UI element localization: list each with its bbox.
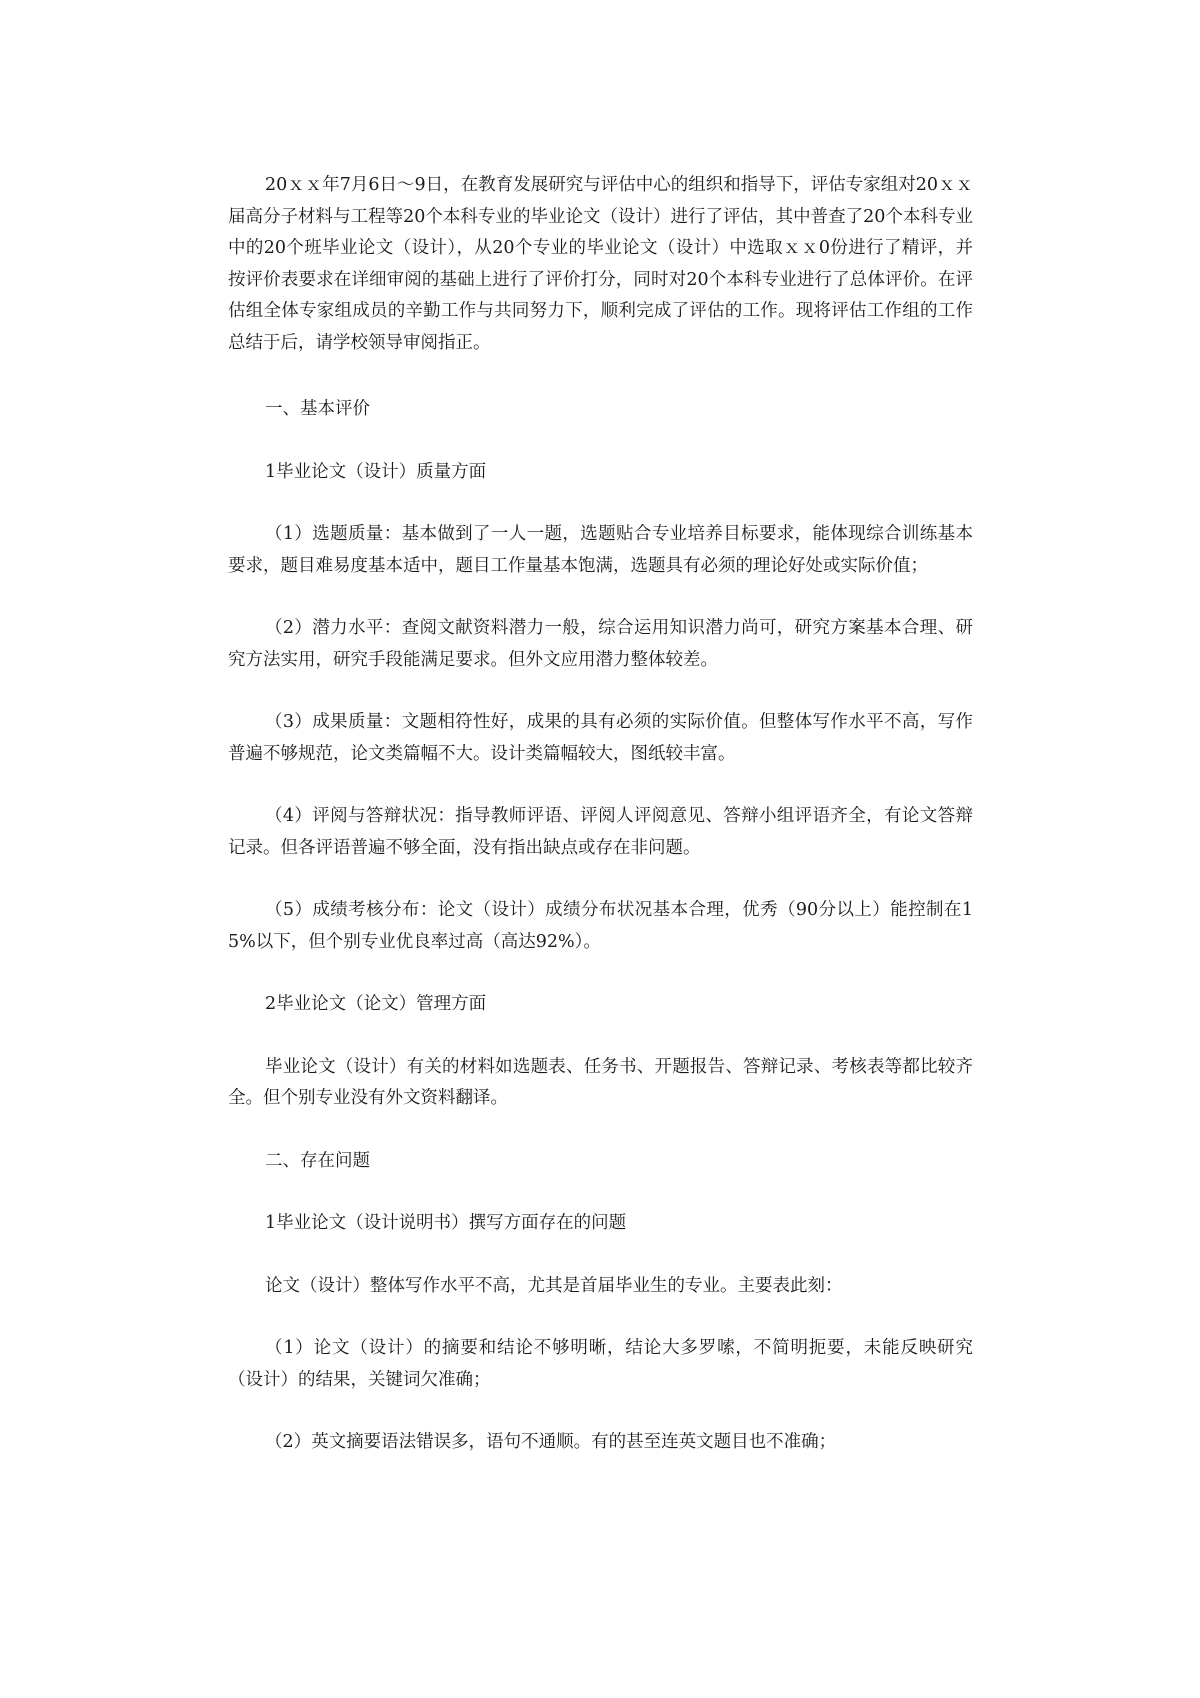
paragraph-abstract-issues: （1）论文（设计）的摘要和结论不够明晰，结论大多罗嗦，不简明扼要，未能反映研究（设计）的结果，关键词欠准确； [228,1338,973,1390]
paragraph-topic-quality: （1）选题质量：基本做到了一人一题，选题贴合专业培养目标要求，能体现综合训练基本要求，题目难易度基本适中，题目工作量基本饱满，选题具有必须的理论好处或实际价值； [228,524,973,576]
subsection-heading-quality: 1毕业论文（设计）质量方面 [265,461,487,482]
section-heading-problems: 二、存在问题 [265,1150,370,1171]
paragraph-result-quality: （3）成果质量：文题相符性好，成果的具有必须的实际价值。但整体写作水平不高，写作普遍不够规范，论文类篇幅不大。设计类篇幅较大，图纸较丰富。 [228,712,973,764]
paragraph-materials: 毕业论文（设计）有关的材料如选题表、任务书、开题报告、答辩记录、考核表等都比较齐全。但个别专业没有外文资料翻译。 [228,1056,973,1108]
paragraph-writing-level: 论文（设计）整体写作水平不高，尤其是首届毕业生的专业。主要表此刻： [265,1275,843,1296]
paragraph-ability-level: （2）潜力水平：查阅文献资料潜力一般，综合运用知识潜力尚可，研究方案基本合理、研究方法实用，研究手段能满足要求。但外文应用潜力整体较差。 [228,618,973,670]
intro-paragraph: 20ｘｘ年7月6日～9日，在教育发展研究与评估中心的组织和指导下，评估专家组对20ｘｘ届高分子材料与工程等20个本科专业的毕业论文（设计）进行了评估，其中普查了20个本科专业中的20个班毕业论文（设计），从20个专业的毕业论文（设计）中选取ｘｘ0份进行了精评，并按评价表要求在详细审阅的基础上进行了评价打分，同时对20个本科专业进行了总体评价。在评估组全体专家组成员的辛勤工作与共同努力下，顺利完成了评估的工作。现将评估工作组的工作总结于后，请学校领导审阅指正。 [228,175,973,353]
document-body [228,170,973,1459]
paragraph-review-defense: （4）评阅与答辩状况：指导教师评语、评阅人评阅意见、答辩小组评语齐全，有论文答辩记录。但各评语普遍不够全面，没有指出缺点或存在非问题。 [228,806,973,858]
subsection-heading-writing-problems: 1毕业论文（设计说明书）撰写方面存在的问题 [265,1213,627,1233]
section-heading-basic-evaluation: 一、基本评价 [265,399,370,419]
subsection-heading-management: 2毕业论文（论文）管理方面 [265,994,487,1014]
paragraph-grade-distribution: （5）成绩考核分布：论文（设计）成绩分布状况基本合理，优秀（90分以上）能控制在15%以下，但个别专业优良率过高（高达92%）。 [228,900,973,952]
paragraph-english-abstract-issues: （2）英文摘要语法错误多，语句不通顺。有的甚至连英文题目也不准确； [265,1432,837,1452]
